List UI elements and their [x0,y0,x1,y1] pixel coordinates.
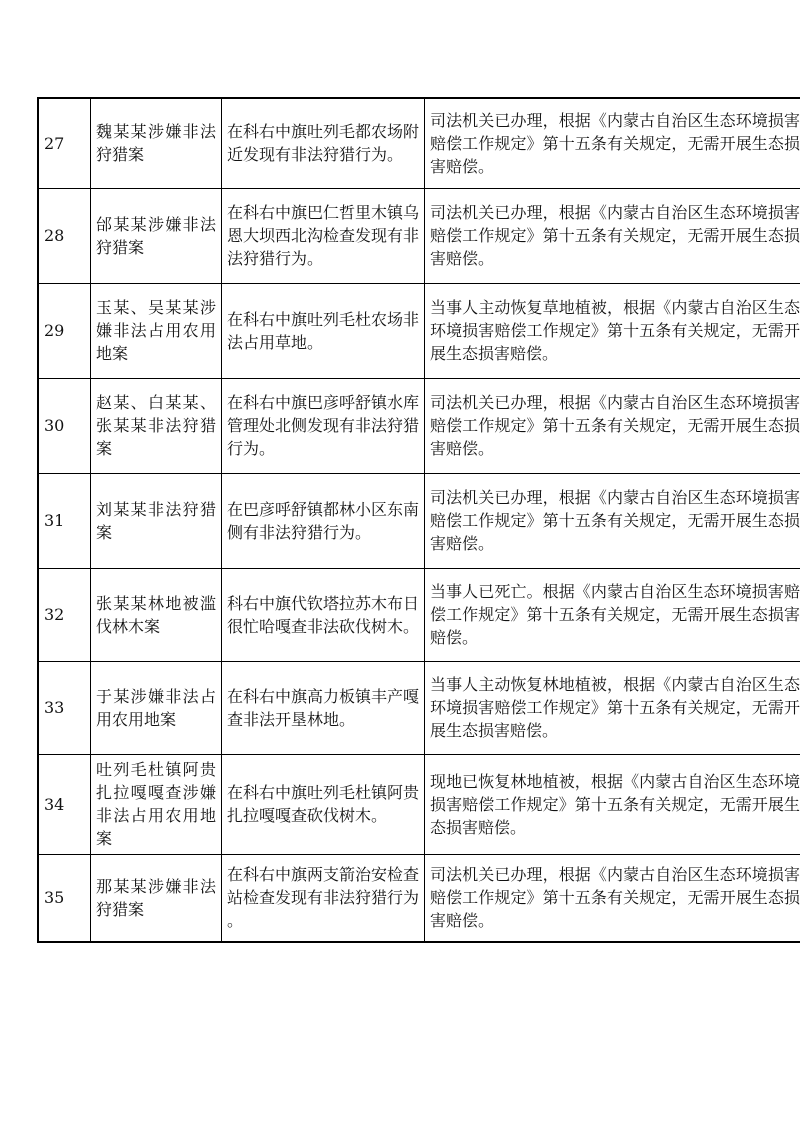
case-number-cell: 33 [38,661,91,754]
table-row [38,568,800,661]
table-row [38,98,800,188]
case-number-cell: 29 [38,283,91,378]
case-number-cell: 30 [38,378,91,473]
case-location-cell: 在科右中旗吐列毛杜镇阿贵扎拉嘎嘎查砍伐树木。 [222,754,425,854]
case-location-cell: 在科右中旗吐列毛都农场附近发现有非法狩猎行为。 [222,98,425,188]
case-name-cell: 那某某涉嫌非法狩猎案 [91,854,222,942]
case-result-cell: 司法机关已办理，根据《内蒙古自治区生态环境损害赔偿工作规定》第十五条有关规定，无需开展生态损害赔偿。 [425,378,800,473]
case-name-cell: 刘某某非法狩猎案 [91,473,222,568]
table-row [38,473,800,568]
case-location-cell: 在科右中旗巴彦呼舒镇水库管理处北侧发现有非法狩猎行为。 [222,378,425,473]
case-location-cell: 在科右中旗高力板镇丰产嘎查非法开垦林地。 [222,661,425,754]
case-location-cell: 在科右中旗巴仁哲里木镇乌恩大坝西北沟检查发现有非法狩猎行为。 [222,188,425,283]
case-name-cell: 赵某、白某某、张某某非法狩猎案 [91,378,222,473]
case-result-cell: 当事人已死亡。根据《内蒙古自治区生态环境损害赔偿工作规定》第十五条有关规定，无需开展生态损害赔偿。 [425,568,800,661]
case-result-cell: 司法机关已办理，根据《内蒙古自治区生态环境损害赔偿工作规定》第十五条有关规定，无需开展生态损害赔偿。 [425,473,800,568]
case-result-cell: 司法机关已办理，根据《内蒙古自治区生态环境损害赔偿工作规定》第十五条有关规定，无需开展生态损害赔偿。 [425,854,800,942]
case-number-cell: 35 [38,854,91,942]
case-location-cell: 在巴彦呼舒镇都林小区东南侧有非法狩猎行为。 [222,473,425,568]
case-result-cell: 现地已恢复林地植被，根据《内蒙古自治区生态环境损害赔偿工作规定》第十五条有关规定，无需开展生态损害赔偿。 [425,754,800,854]
table-row [38,754,800,854]
case-number-cell: 34 [38,754,91,854]
case-location-cell: 科右中旗代钦塔拉苏木布日很忙哈嘎查非法砍伐树木。 [222,568,425,661]
case-name-cell: 张某某林地被滥伐林木案 [91,568,222,661]
table-row [38,378,800,473]
case-list-table [37,97,800,943]
case-result-cell: 司法机关已办理，根据《内蒙古自治区生态环境损害赔偿工作规定》第十五条有关规定，无需开展生态损害赔偿。 [425,98,800,188]
case-result-cell: 司法机关已办理，根据《内蒙古自治区生态环境损害赔偿工作规定》第十五条有关规定，无需开展生态损害赔偿。 [425,188,800,283]
case-result-cell: 当事人主动恢复林地植被，根据《内蒙古自治区生态环境损害赔偿工作规定》第十五条有关规定，无需开展生态损害赔偿。 [425,661,800,754]
case-location-cell: 在科右中旗吐列毛杜农场非法占用草地。 [222,283,425,378]
case-name-cell: 吐列毛杜镇阿贵扎拉嘎嘎查涉嫌非法占用农用地案 [91,754,222,854]
table-row [38,283,800,378]
case-location-cell: 在科右中旗两支箭治安检查站检查发现有非法狩猎行为。 [222,854,425,942]
table-row [38,188,800,283]
case-name-cell: 邰某某涉嫌非法狩猎案 [91,188,222,283]
case-number-cell: 31 [38,473,91,568]
case-result-cell: 当事人主动恢复草地植被，根据《内蒙古自治区生态环境损害赔偿工作规定》第十五条有关规定，无需开展生态损害赔偿。 [425,283,800,378]
case-name-cell: 魏某某涉嫌非法狩猎案 [91,98,222,188]
case-number-cell: 28 [38,188,91,283]
case-name-cell: 玉某、吴某某涉嫌非法占用农用地案 [91,283,222,378]
case-number-cell: 32 [38,568,91,661]
table-row [38,854,800,942]
table-row [38,661,800,754]
case-number-cell: 27 [38,98,91,188]
case-name-cell: 于某涉嫌非法占用农用地案 [91,661,222,754]
